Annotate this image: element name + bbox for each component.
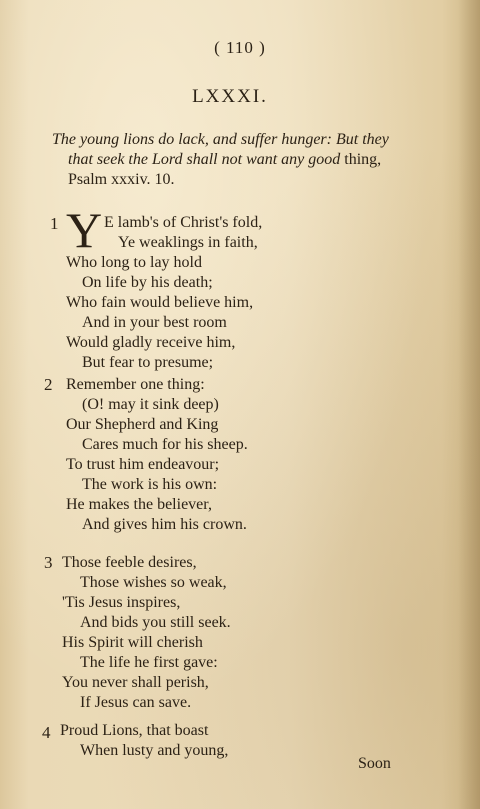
verse-line: If Jesus can save.	[80, 694, 192, 711]
verse-line: But fear to presume;	[82, 354, 214, 371]
verse-line: The life he first gave:	[80, 654, 218, 671]
catchword: Soon	[358, 755, 391, 772]
verse-line: And gives him his crown.	[82, 516, 247, 533]
verse-line: Our Shepherd and King	[66, 416, 219, 433]
verse-line: When lusty and young,	[80, 742, 229, 759]
verse-line: Cares much for his sheep.	[82, 436, 248, 453]
verse-line: E lamb's of Christ's fold,	[104, 214, 263, 231]
verse-line: Remember one thing:	[66, 376, 205, 393]
verse-line: Who fain would believe him,	[66, 294, 254, 311]
verse-line: 'Tis Jesus inspires,	[62, 594, 181, 611]
verse-line: And in your best room	[82, 314, 227, 331]
epigraph-line-2-italic: that seek the Lord shall not want any good	[68, 151, 341, 168]
verse-line: You never shall perish,	[62, 674, 209, 691]
verse-line: Proud Lions, that boast	[60, 722, 209, 739]
verse-line: To trust him endeavour;	[66, 456, 220, 473]
verse-line: Would gladly receive him,	[66, 334, 236, 351]
stanza-number: 2	[44, 375, 53, 394]
verse-line: (O! may it sink deep)	[82, 396, 219, 413]
drop-cap: Y	[66, 202, 103, 258]
epigraph-line-2-end: thing,	[340, 151, 382, 168]
verse-line: The work is his own:	[82, 476, 218, 493]
verse-line: Those feeble desires,	[62, 554, 197, 571]
epigraph-reference: Psalm xxxiv. 10.	[68, 171, 175, 188]
verse-line: On life by his death;	[82, 274, 213, 291]
stanza-number: 1	[50, 214, 59, 233]
stanza-number: 4	[42, 723, 51, 742]
hymn-number: LXXXI.	[192, 86, 268, 107]
verse-line: Ye weaklings in faith,	[118, 234, 258, 251]
page-edge-shadow	[458, 0, 480, 809]
verse-line: Who long to lay hold	[66, 254, 202, 271]
epigraph-line-2	[68, 150, 381, 170]
stanza-number: 3	[44, 553, 53, 572]
epigraph-line-1: The young lions do lack, and suffer hunger: But they	[52, 131, 389, 148]
page-number: ( 110 )	[214, 38, 266, 57]
verse-line: And bids you still seek.	[80, 614, 231, 631]
verse-line: His Spirit will cherish	[62, 634, 203, 651]
verse-line: He makes the believer,	[66, 496, 212, 513]
verse-line: Those wishes so weak,	[80, 574, 227, 591]
